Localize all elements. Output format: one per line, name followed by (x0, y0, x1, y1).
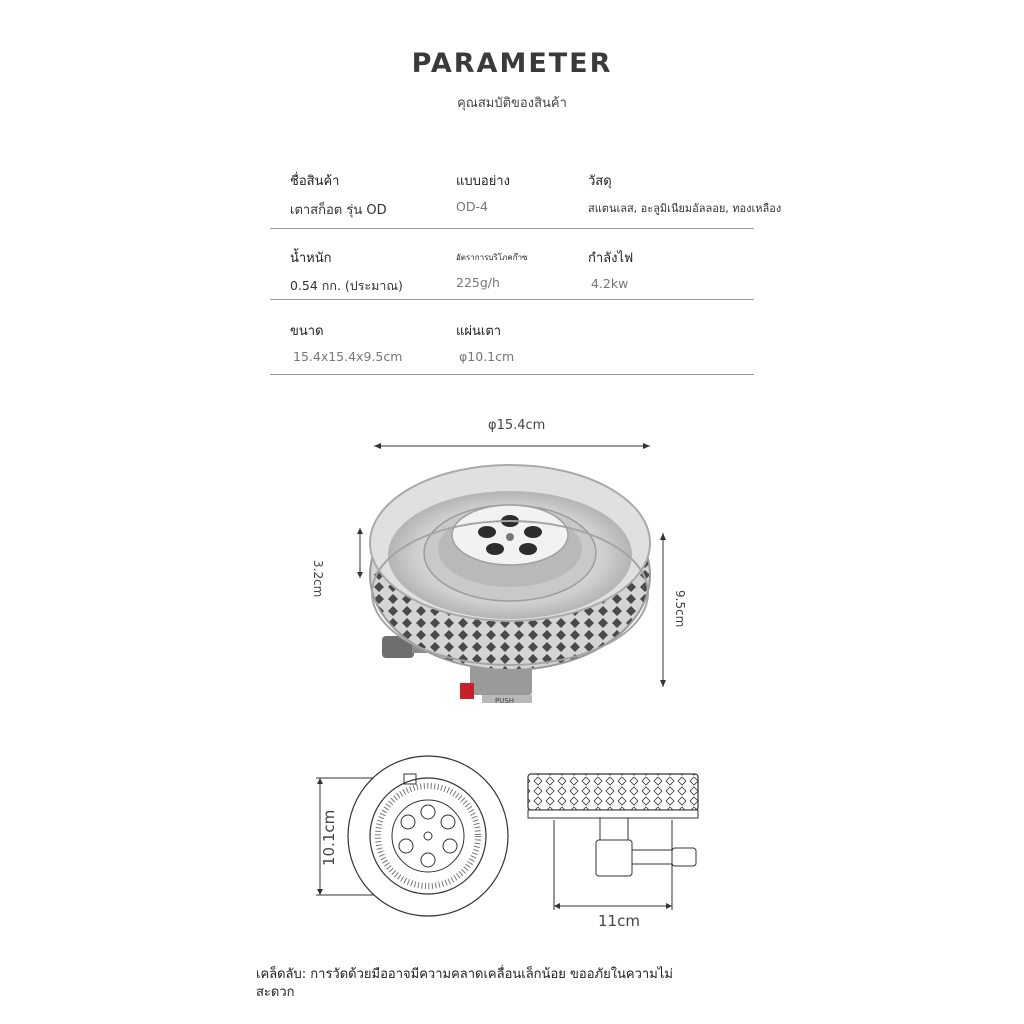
side-view-width-label: 11cm (598, 912, 640, 930)
spec-label: อัตราการบริโภคก๊าซ (456, 253, 528, 262)
spec-value: OD-4 (456, 199, 488, 214)
spec-label: ขนาด (290, 324, 324, 339)
spec-row (270, 300, 754, 375)
total-height-label: 9.5cm (673, 590, 687, 628)
spec-label: ชื่อสินค้า (290, 174, 340, 189)
spec-value: 0.54 กก. (ประมาณ) (290, 278, 403, 293)
spec-cell-material (588, 170, 781, 217)
diameter-label: φ15.4cm (488, 418, 546, 433)
svg-text:PUSH: PUSH (495, 697, 515, 705)
spec-value: 225g/h (456, 275, 500, 290)
spec-row (270, 229, 754, 300)
spec-cell-name (290, 170, 387, 220)
spec-cell-model (456, 170, 510, 214)
rim-height-label: 3.2cm (311, 560, 325, 598)
stove-side-view-drawing (520, 766, 710, 916)
page-title: PARAMETER (411, 48, 613, 79)
spec-value: 15.4x15.4x9.5cm (293, 349, 403, 364)
spec-label: แผ่นเตา (456, 324, 502, 339)
spec-label: แบบอย่าง (456, 174, 510, 189)
spec-cell-gas-consumption (456, 247, 527, 290)
spec-value: φ10.1cm (459, 349, 515, 364)
top-view-diameter-label: 10.1cm (320, 809, 338, 866)
spec-table (270, 170, 782, 375)
spec-cell-weight (290, 247, 403, 296)
spec-label: น้ำหนัก (290, 251, 332, 266)
spec-label: วัสดุ (588, 174, 612, 189)
spec-cell-plate (456, 320, 514, 364)
spec-row (270, 170, 782, 229)
stove-main-illustration (330, 425, 700, 725)
page-subtitle: คุณสมบัติของสินค้า (457, 96, 567, 111)
spec-value: เตาสก็อต รุ่น OD (290, 203, 387, 218)
spec-cell-size (290, 320, 402, 364)
spec-value: 4.2kw (591, 276, 629, 291)
measurement-note: เคล็ดลับ: การวัดด้วยมืออาจมีความคลาดเคลื่อนเล็กน้อย ขออภัยในความไม่สะดวก (256, 967, 673, 1000)
spec-label: กำลังไฟ (588, 251, 634, 266)
spec-cell-power (588, 247, 633, 291)
spec-value: สแตนเลส, อะลูมิเนียมอัลลอย, ทองเหลือง (588, 202, 782, 215)
